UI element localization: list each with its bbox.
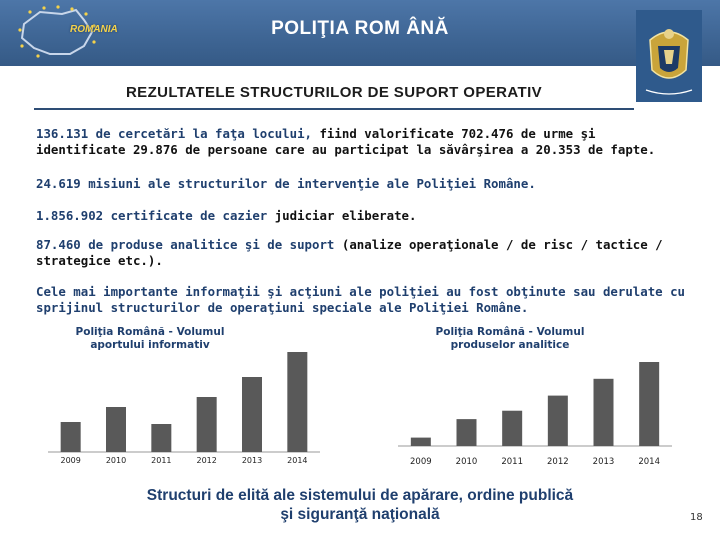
- paragraph-missions-text: 24.619 misiuni ale structurilor de intervenţie ale Poliţiei Române.: [36, 176, 536, 191]
- bar-2011: [502, 411, 522, 446]
- paragraph-analytics: [36, 237, 688, 269]
- tick-label-2012: 2012: [196, 456, 217, 465]
- tick-label-2014: 2014: [287, 456, 308, 465]
- header-band: [0, 0, 720, 66]
- bar-2014: [639, 362, 659, 446]
- footer-line-1: Structuri de elită ale sistemului de apărare, ordine publică: [146, 487, 574, 504]
- paragraph-certificates-rest: judiciar eliberate.: [267, 208, 417, 223]
- tick-label-2010: 2010: [105, 456, 127, 465]
- paragraph-analytics-highlight: 87.460 de produse analitice şi de suport: [36, 237, 335, 252]
- tick-label-2013: 2013: [241, 456, 263, 465]
- paragraph-certificates-highlight: 1.856.902 certificate de cazier: [36, 208, 268, 223]
- coat-of-arms-icon: [636, 10, 702, 102]
- tick-label-2011: 2011: [151, 456, 172, 465]
- subtitle-box: [34, 72, 634, 110]
- bar-2009: [61, 422, 81, 452]
- page-number: 18: [690, 512, 703, 523]
- bar-2013: [242, 377, 262, 452]
- paragraph-special-operations: Cele mai importante informaţii şi acţiuni ale poliţiei au fost obţinute sau derulate cu sprijinul structurilor de operaţiuni speciale ale Poliţiei Române.: [36, 284, 686, 315]
- logo-text: ROMANIA: [70, 24, 118, 35]
- bar-2010: [457, 419, 477, 446]
- tick-label-2012: 2012: [547, 457, 569, 467]
- tick-label-2009: 2009: [410, 457, 432, 467]
- tick-label-2014: 2014: [638, 457, 660, 467]
- tick-label-2013: 2013: [592, 457, 615, 467]
- bar-2014: [287, 352, 307, 452]
- chart-1-title: Poliţia Română - Volumul aportului informativ: [75, 326, 225, 351]
- paragraph-crime-scenes: [36, 126, 688, 158]
- paragraph-crime-scenes-rest: fiind valorificate 702.476 de urme şi identificate 29.876 de persoane care au participat la săvârşirea a 20.353 de fapte.: [36, 126, 656, 157]
- page-title: POLIŢIA ROM ÂNĂ: [271, 18, 449, 39]
- page-subtitle: REZULTATELE STRUCTURILOR DE SUPORT OPERATIV: [125, 84, 543, 101]
- footer-slogan: [80, 486, 640, 524]
- bar-2012: [197, 397, 217, 452]
- paragraph-analytics-rest: (analize operaţionale / de risc / tactice / strategice etc.).: [36, 237, 663, 268]
- bar-2010: [106, 407, 126, 452]
- tick-label-2009: 2009: [60, 456, 81, 465]
- bar-2013: [594, 379, 614, 446]
- tick-label-2011: 2011: [501, 457, 523, 467]
- paragraph-crime-scenes-highlight: 136.131 de cercetări la faţa locului,: [36, 126, 313, 141]
- tick-label-2010: 2010: [455, 457, 478, 467]
- paragraph-certificates: [36, 208, 688, 224]
- chart-1: [40, 352, 340, 468]
- chart-2-title: Poliţia Română - Volumul produselor analitice: [435, 326, 585, 351]
- bar-2012: [548, 396, 568, 446]
- footer-line-2: şi siguranţă naţională: [280, 506, 440, 523]
- bar-2009: [411, 438, 431, 446]
- bar-2011: [151, 424, 171, 452]
- paragraph-missions: [36, 176, 688, 192]
- chart-2: [392, 352, 682, 472]
